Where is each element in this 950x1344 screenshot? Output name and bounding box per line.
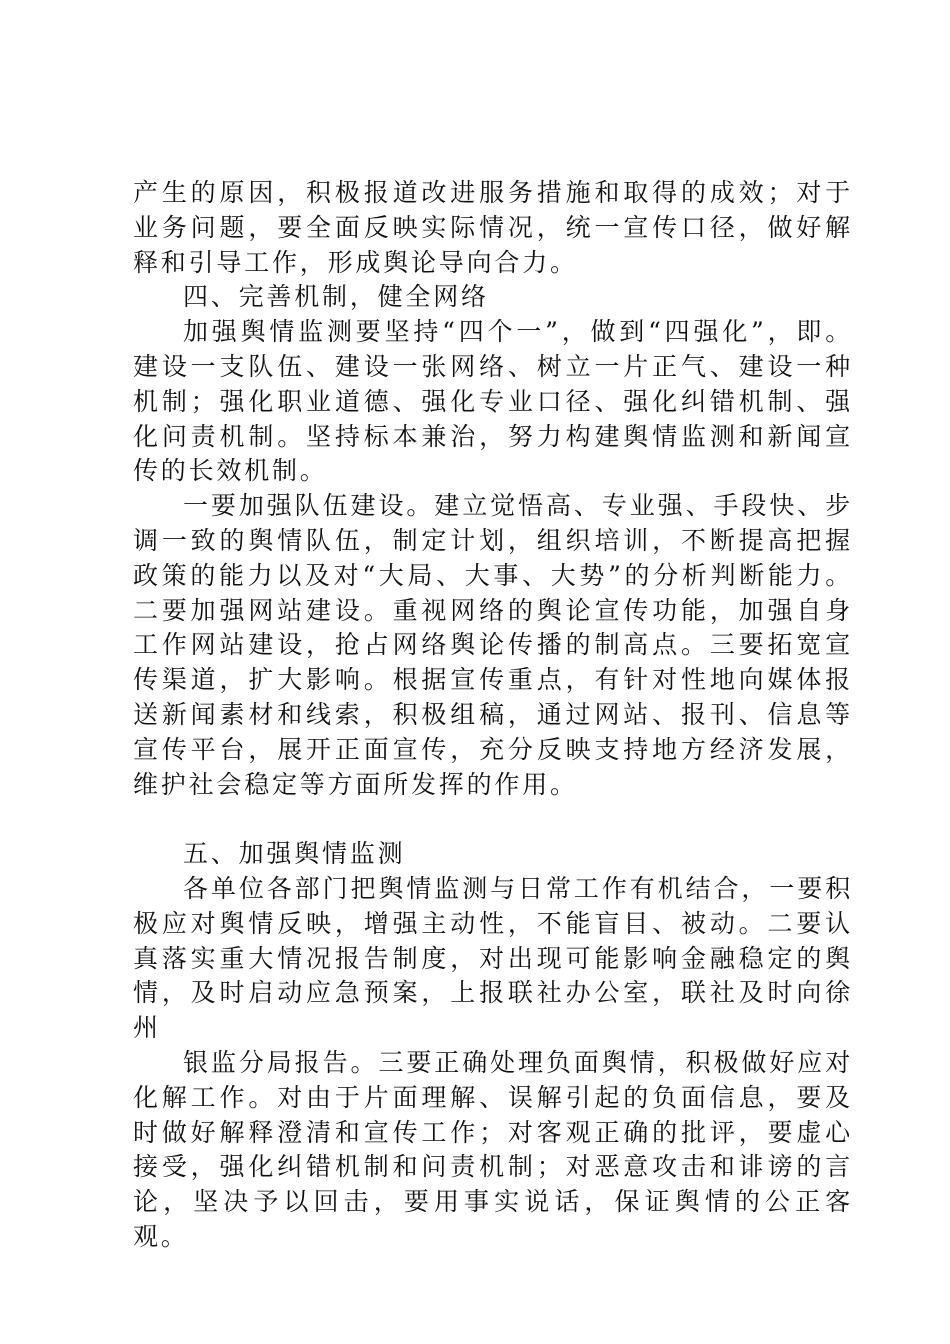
paragraph-monitoring: 各单位各部门把舆情监测与日常工作有机结合，一要积极应对舆情反映，增强主动性，不能盲目、被动。二要认真落实重大情况报告制度，对出现可能影响金融稳定的舆情，及时启动应急预案，上报联社办公室，联社及时向徐州 bbox=[133, 873, 853, 1043]
paragraph-continuation: 产生的原因，积极报道改进服务措施和取得的成效；对于业务问题，要全面反映实际情况，统一宣传口径，做好解释和引导工作，形成舆论导向合力。 bbox=[133, 178, 853, 277]
paragraph-four-strengthen: 加强舆情监测要坚持“四个一”，做到“四强化”，即。建设一支队伍、建设一张网络、树立一片正气、建设一种机制；强化职业道德、强化专业口径、强化纠错机制、强化问责机制。坚持标本兼治，努力构建舆情监测和新闻宣传的长效机制。 bbox=[133, 317, 853, 486]
document-body bbox=[133, 176, 853, 1255]
section-heading-5: 五、加强舆情监测 bbox=[183, 839, 406, 869]
paragraph-team-building: 一要加强队伍建设。建立觉悟高、专业强、手段快、步调一致的舆情队伍，制定计划，组织培训，不断提高把握政策的能力以及对“大局、大事、大势”的分析判断能力。二要加强网站建设。重视网络的舆论宣传功能，加强自身工作网站建设，抢占网络舆论传播的制高点。三要拓宽宣传渠道，扩大影响。根据宣传重点，有针对性地向媒体报送新闻素材和线索，积极组稿，通过网站、报刊、信息等宣传平台，展开正面宣传，充分反映支持地方经济发展，维护社会稳定等方面所发挥的作用。 bbox=[133, 491, 853, 799]
section-heading-4: 四、完善机制，健全网络 bbox=[183, 282, 489, 312]
paragraph-reporting: 银监分局报告。三要正确处理负面舆情，积极做好应对化解工作。对由于片面理解、误解引起的负面信息，要及时做好解释澄清和宣传工作；对客观正确的批评，要虚心接受，强化纠错机制和问责机制；对恶意攻击和诽谤的言论，坚决予以回击，要用事实说话，保证舆情的公正客观。 bbox=[133, 1047, 853, 1251]
paragraph-spacer bbox=[133, 802, 853, 837]
